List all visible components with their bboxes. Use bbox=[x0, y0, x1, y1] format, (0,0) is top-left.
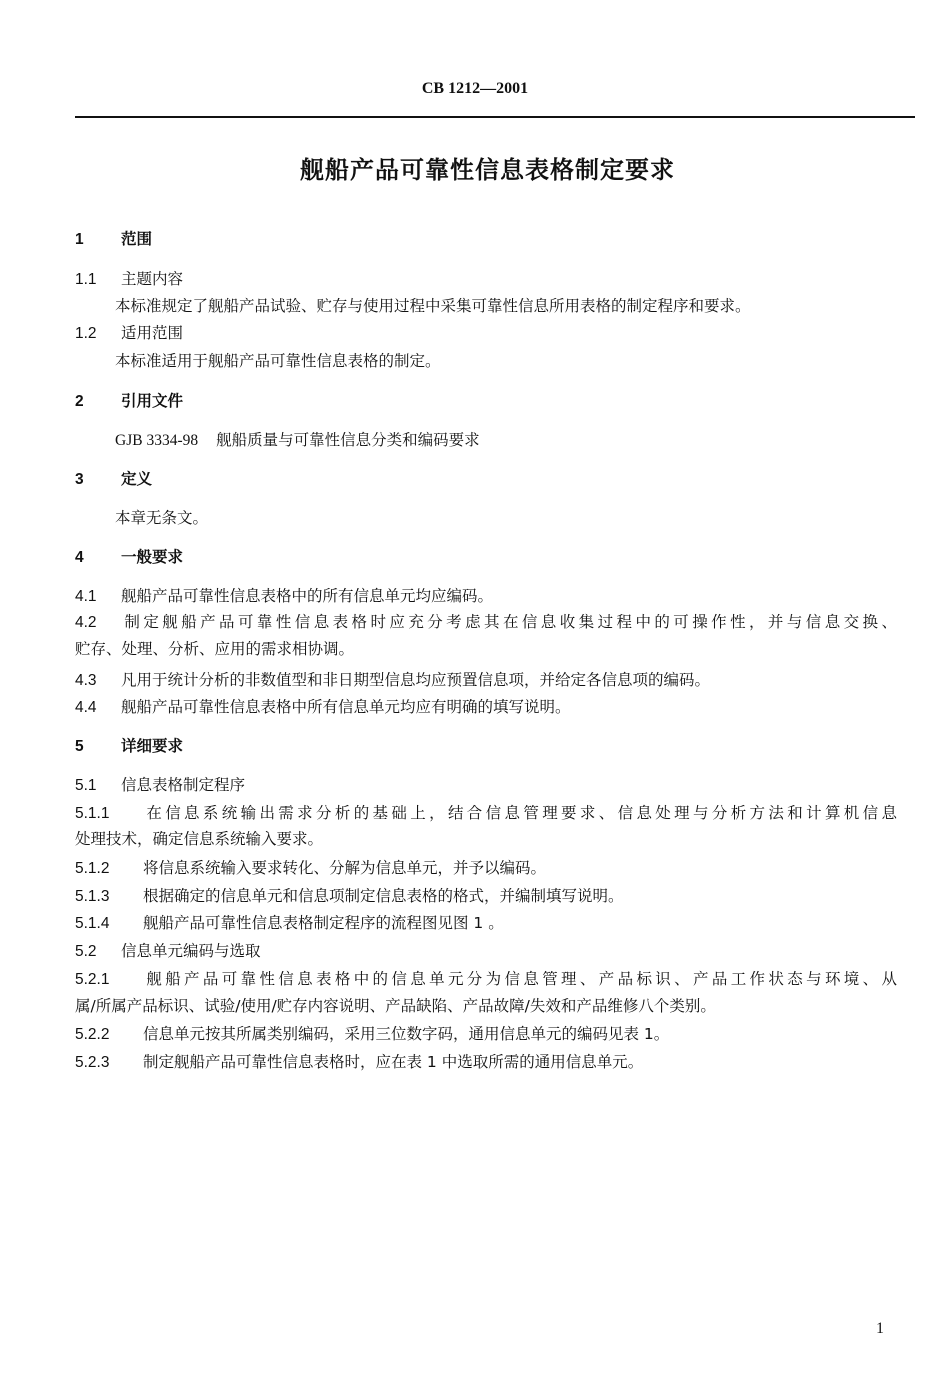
header-rule bbox=[75, 116, 915, 118]
section-1-heading: 1 范围 bbox=[75, 230, 153, 248]
document-header: CB 1212—2001 bbox=[421, 80, 529, 97]
section-4-heading: 4 一般要求 bbox=[75, 548, 184, 566]
clause-5-1-2: 5.1.2 将信息系统输入要求转化、分解为信息单元，并予以编码。 bbox=[75, 859, 547, 877]
section-3-heading: 3 定义 bbox=[75, 470, 153, 488]
clause-4-4: 4.4 舰船产品可靠性信息表格中所有信息单元均应有明确的填写说明。 bbox=[75, 698, 571, 716]
clause-5-2-2: 5.2.2 信息单元按其所属类别编码，采用三位数字码，通用信息单元的编码见表 1。 bbox=[75, 1025, 670, 1043]
clause-5-1-3: 5.1.3 根据确定的信息单元和信息项制定信息表格的格式，并编制填写说明。 bbox=[75, 887, 624, 905]
section-5-heading: 5 详细要求 bbox=[75, 737, 184, 755]
page-number: 1 bbox=[876, 1320, 884, 1337]
clause-5-1-1-cont: 处理技术，确定信息系统输入要求。 bbox=[75, 830, 324, 848]
reference-item: GJB 3334-98 舰船质量与可靠性信息分类和编码要求 bbox=[115, 431, 480, 449]
clause-5-1-1: 5.1.1 在信息系统输出需求分析的基础上，结合信息管理要求、信息处理与分析方法和计算机信息 bbox=[75, 804, 897, 822]
clause-4-2-cont: 贮存、处理、分析、应用的需求相协调。 bbox=[75, 640, 355, 658]
section-1-1-heading: 1.1 主题内容 bbox=[75, 270, 184, 288]
clause-5-2-3: 5.2.3 制定舰船产品可靠性信息表格时，应在表 1 中选取所需的通用信息单元。 bbox=[75, 1053, 644, 1071]
section-3-text: 本章无条文。 bbox=[115, 509, 209, 527]
section-1-2-heading: 1.2 适用范围 bbox=[75, 324, 184, 342]
clause-5-1-4: 5.1.4 舰船产品可靠性信息表格制定程序的流程图见图 1 。 bbox=[75, 914, 504, 932]
section-1-1-text: 本标准规定了舰船产品试验、贮存与使用过程中采集可靠性信息所用表格的制定程序和要求。 bbox=[115, 297, 751, 315]
clause-4-2: 4.2 制定舰船产品可靠性信息表格时应充分考虑其在信息收集过程中的可操作性，并与信息交换、 bbox=[75, 613, 897, 631]
section-5-2-heading: 5.2 信息单元编码与选取 bbox=[75, 942, 261, 960]
section-2-heading: 2 引用文件 bbox=[75, 392, 184, 410]
page-title: 舰船产品可靠性信息表格制定要求 bbox=[300, 156, 675, 184]
clause-5-2-1: 5.2.1 舰船产品可靠性信息表格中的信息单元分为信息管理、产品标识、产品工作状态与环境、从 bbox=[75, 970, 897, 988]
clause-4-3: 4.3 凡用于统计分析的非数值型和非日期型信息均应预置信息项，并给定各信息项的编码。 bbox=[75, 671, 711, 689]
section-5-1-heading: 5.1 信息表格制定程序 bbox=[75, 776, 246, 794]
section-1-2-text: 本标准适用于舰船产品可靠性信息表格的制定。 bbox=[115, 352, 441, 370]
clause-5-2-1-cont: 属/所属产品标识、试验/使用/贮存内容说明、产品缺陷、产品故障/失效和产品维修八个类别。 bbox=[75, 997, 716, 1015]
clause-4-1: 4.1 舰船产品可靠性信息表格中的所有信息单元均应编码。 bbox=[75, 587, 494, 605]
